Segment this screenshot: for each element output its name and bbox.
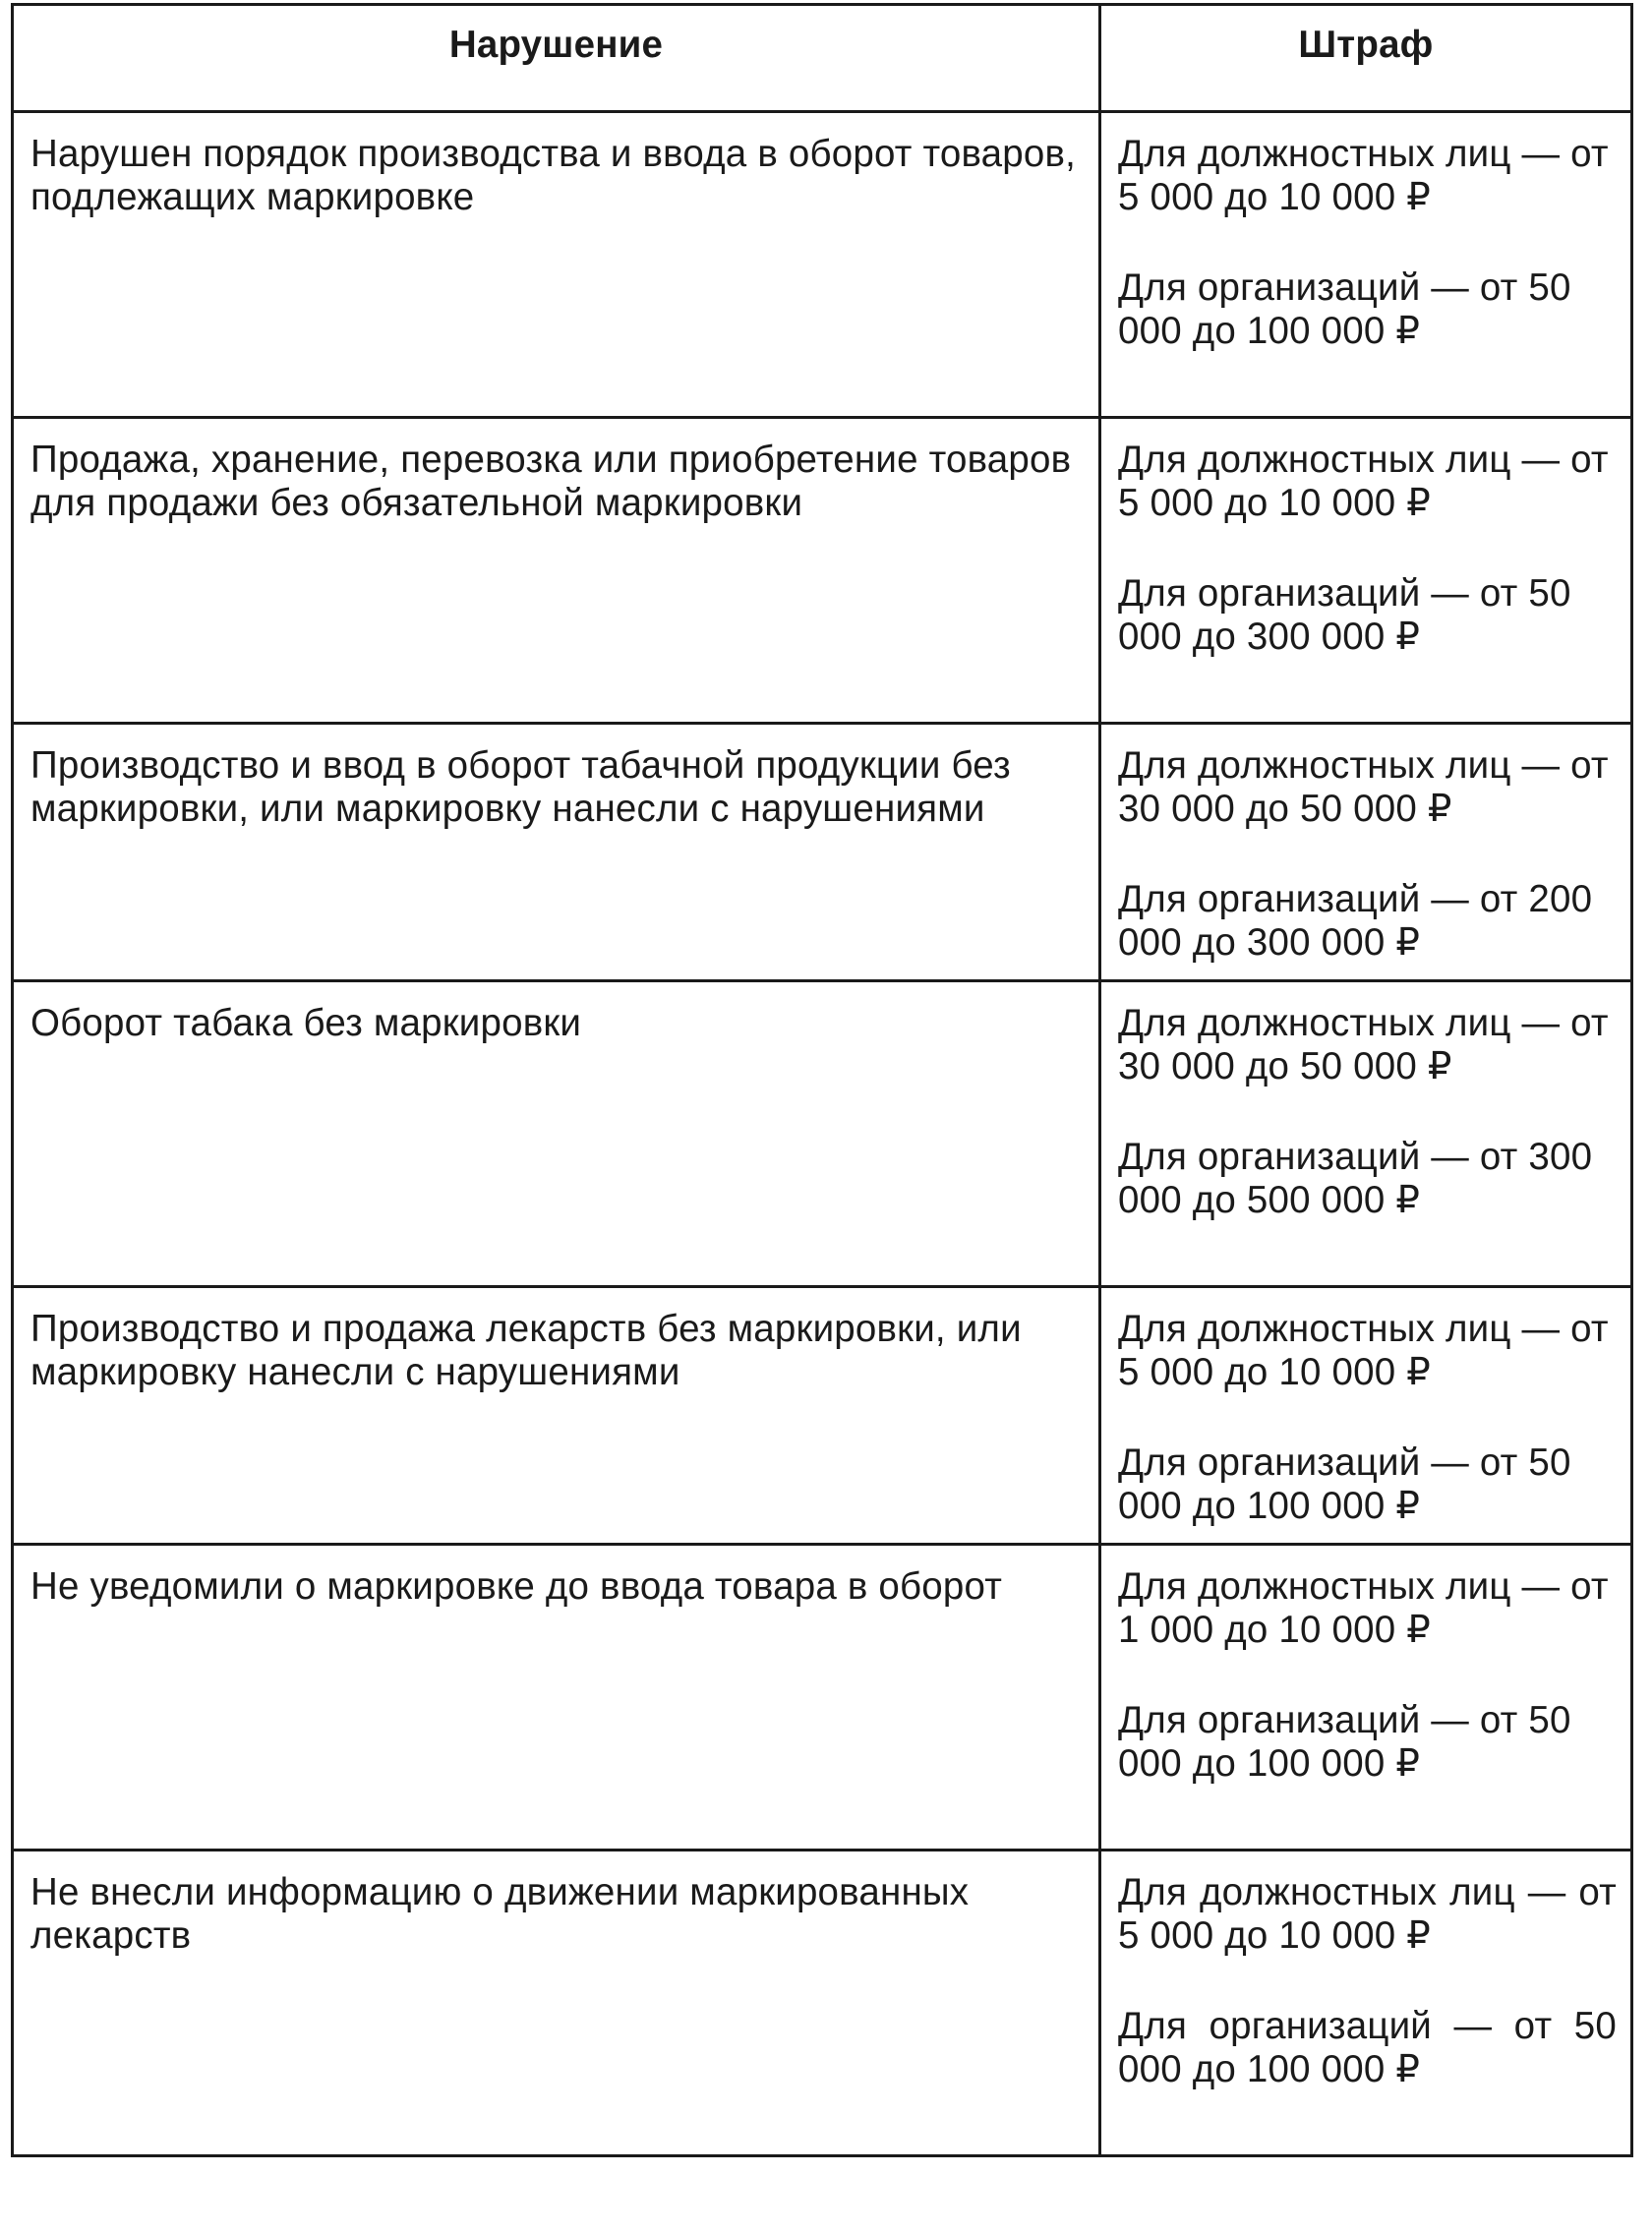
fine-cell (1100, 112, 1632, 418)
fine-cell (1100, 1545, 1632, 1851)
table-row (13, 1287, 1632, 1545)
violation-cell: Производство и продажа лекарств без маркировки, или маркировку нанесли с нарушениями (13, 1287, 1100, 1545)
fine-cell (1100, 1851, 1632, 2156)
table-row (13, 1545, 1632, 1851)
violation-column-header: Нарушение (13, 5, 1100, 112)
fine-officials-text: Для должностных лиц — от 30 000 до 50 000 ₽ (1118, 1002, 1609, 1087)
fine-officials-text: Для должностных лиц — от 30 000 до 50 000 ₽ (1118, 744, 1609, 830)
table-row (13, 112, 1632, 418)
fine-officials-text: Для должностных лиц — от 5 000 до 10 000 ₽ (1118, 439, 1609, 524)
violation-cell: Не внесли информацию о движении маркированных лекарств (13, 1851, 1100, 2156)
fine-officials-text: Для должностных лиц — от 5 000 до 10 000 ₽ (1118, 1871, 1617, 1957)
fine-officials-text: Для должностных лиц — от 5 000 до 10 000 ₽ (1118, 133, 1609, 218)
fine-column-header: Штраф (1100, 5, 1632, 112)
violation-cell: Нарушен порядок производства и ввода в оборот товаров, подлежащих маркировке (13, 112, 1100, 418)
table-row (13, 1851, 1632, 2156)
fine-cell (1100, 724, 1632, 981)
violation-cell: Производство и ввод в оборот табачной продукции без маркировки, или маркировку нанесли с нарушениями (13, 724, 1100, 981)
violation-cell: Не уведомили о маркировке до ввода товара в оборот (13, 1545, 1100, 1851)
fine-cell (1100, 418, 1632, 724)
fines-table (11, 3, 1633, 2157)
table-row (13, 724, 1632, 981)
fine-organizations-text: Для организаций — от 50 000 до 300 000 ₽ (1118, 572, 1571, 658)
violation-cell: Продажа, хранение, перевозка или приобретение товаров для продажи без обязательной маркировки (13, 418, 1100, 724)
fine-cell (1100, 1287, 1632, 1545)
table-header-row (13, 5, 1632, 112)
fine-organizations-text: Для организаций — от 200 000 до 300 000 ₽ (1118, 878, 1593, 964)
fine-officials-text: Для должностных лиц — от 5 000 до 10 000 ₽ (1118, 1308, 1609, 1393)
table-row (13, 418, 1632, 724)
fine-organizations-text: Для организаций — от 50 000 до 100 000 ₽ (1118, 1441, 1571, 1527)
fine-cell (1100, 981, 1632, 1287)
fine-organizations-text: Для организаций — от 300 000 до 500 000 ₽ (1118, 1136, 1593, 1221)
fine-organizations-text: Для организаций — от 50 000 до 100 000 ₽ (1118, 266, 1571, 352)
fine-officials-text: Для должностных лиц — от 1 000 до 10 000 ₽ (1118, 1565, 1609, 1651)
fine-organizations-text: Для организаций — от 50 000 до 100 000 ₽ (1118, 1699, 1571, 1785)
violation-cell: Оборот табака без маркировки (13, 981, 1100, 1287)
fine-organizations-text: Для организаций — от 50 000 до 100 000 ₽ (1118, 2005, 1617, 2090)
table-row (13, 981, 1632, 1287)
